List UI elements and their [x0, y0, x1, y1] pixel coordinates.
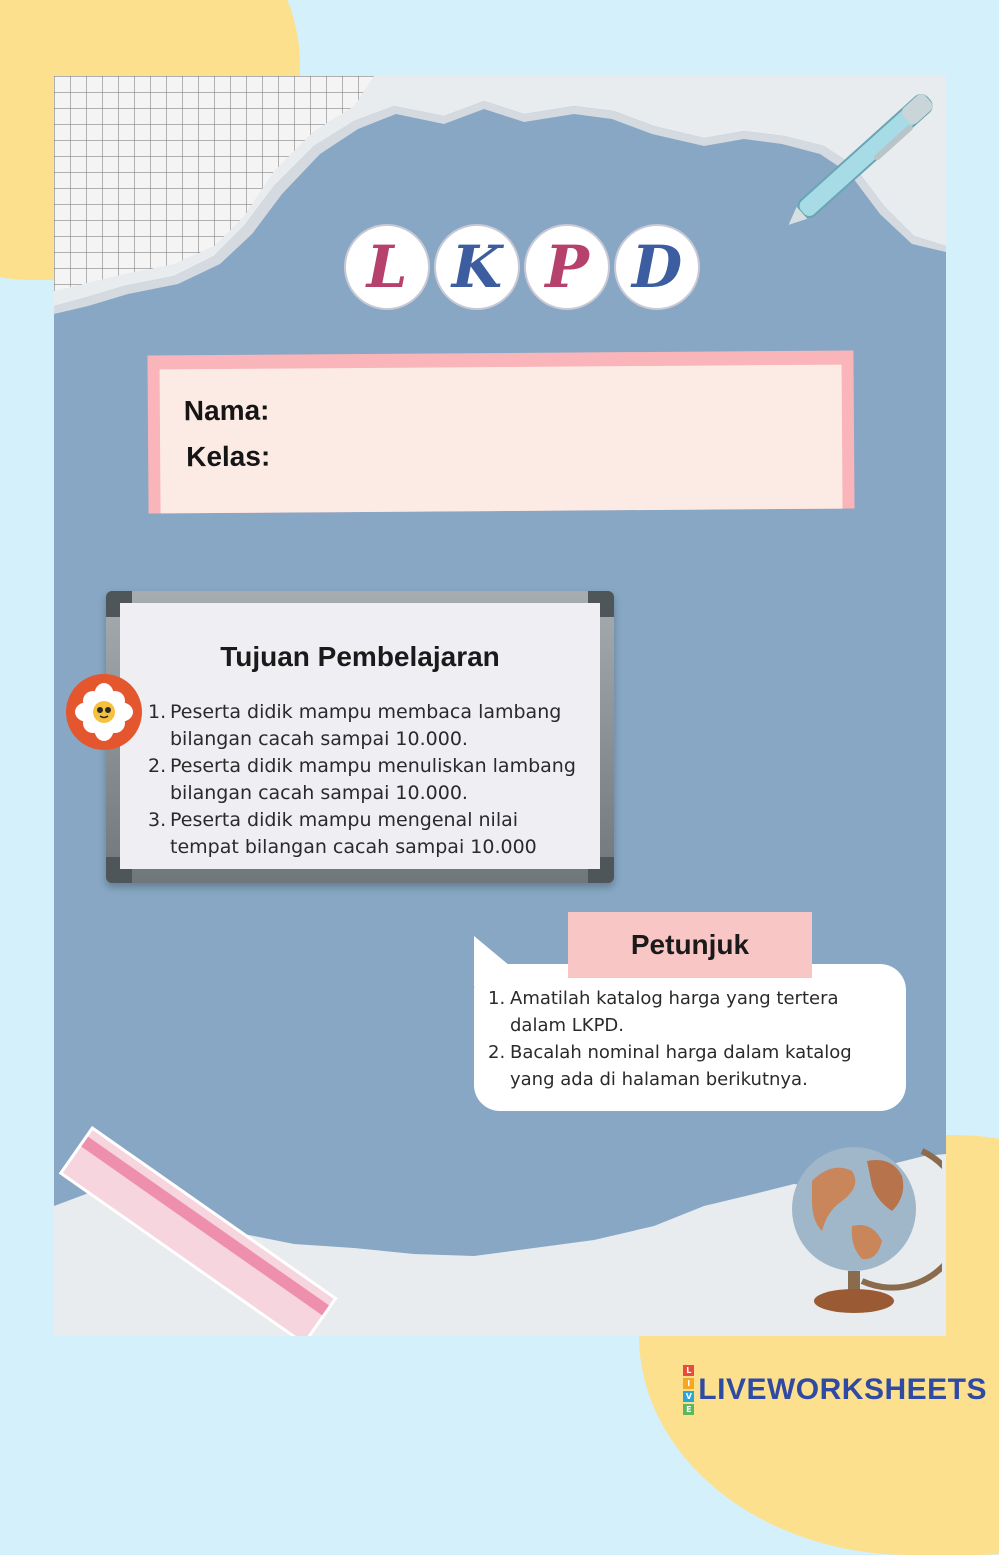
logo-letter: L [683, 1365, 694, 1376]
liveworksheets-logo [683, 1364, 694, 1416]
instructions-heading-tab [568, 912, 812, 978]
list-number: 3. [148, 809, 167, 831]
class-label: Kelas: [186, 440, 271, 473]
list-item [148, 699, 588, 753]
name-label: Nama: [183, 394, 270, 427]
flower-icon [66, 674, 142, 750]
student-info-card-inner [160, 365, 843, 514]
list-text: Peserta didik mampu menuliskan lambang bilangan cacah sampai 10.000. [170, 755, 576, 804]
objectives-whiteboard [106, 591, 614, 883]
title-letter-circle [614, 224, 700, 310]
title-letter-circle [344, 224, 430, 310]
liveworksheets-brand[interactable] [683, 1366, 987, 1414]
logo-letter: I [683, 1378, 694, 1389]
brand-text: LIVEWORKSHEETS [698, 1373, 987, 1406]
grid-paper-icon [54, 76, 384, 296]
list-number: 1. [488, 988, 506, 1009]
title-letter: P [545, 233, 589, 301]
objectives-heading: Tujuan Pembelajaran [220, 641, 500, 672]
list-text: Peserta didik mampu membaca lambang bilangan cacah sampai 10.000. [170, 701, 562, 750]
instructions-heading: Petunjuk [630, 929, 750, 960]
globe-icon [782, 1131, 942, 1321]
title-letter: L [366, 233, 408, 301]
worksheet-page [54, 76, 946, 1336]
logo-letter: V [683, 1391, 694, 1402]
list-text: Peserta didik mampu mengenal nilai tempat bilangan cacah sampai 10.000 [170, 809, 537, 858]
student-info-card [147, 351, 854, 514]
whiteboard-surface [120, 603, 600, 869]
list-number: 1. [148, 701, 167, 723]
list-number: 2. [488, 1042, 506, 1063]
list-number: 2. [148, 755, 167, 777]
title-letter-circle [524, 224, 610, 310]
objectives-list [148, 699, 588, 861]
list-item [148, 753, 588, 807]
title-letter: K [451, 233, 503, 301]
title-letter: D [631, 233, 683, 301]
instructions-list [488, 985, 898, 1093]
list-text: Bacalah nominal harga dalam katalog yang ada di halaman berikutnya. [510, 1042, 852, 1090]
pen-icon [774, 76, 934, 256]
list-item [488, 985, 898, 1039]
list-item [488, 1039, 898, 1093]
logo-letter: E [683, 1404, 694, 1415]
title-lkpd [344, 224, 704, 318]
title-letter-circle [434, 224, 520, 310]
list-item [148, 807, 588, 861]
list-text: Amatilah katalog harga yang tertera dalam LKPD. [510, 988, 839, 1036]
